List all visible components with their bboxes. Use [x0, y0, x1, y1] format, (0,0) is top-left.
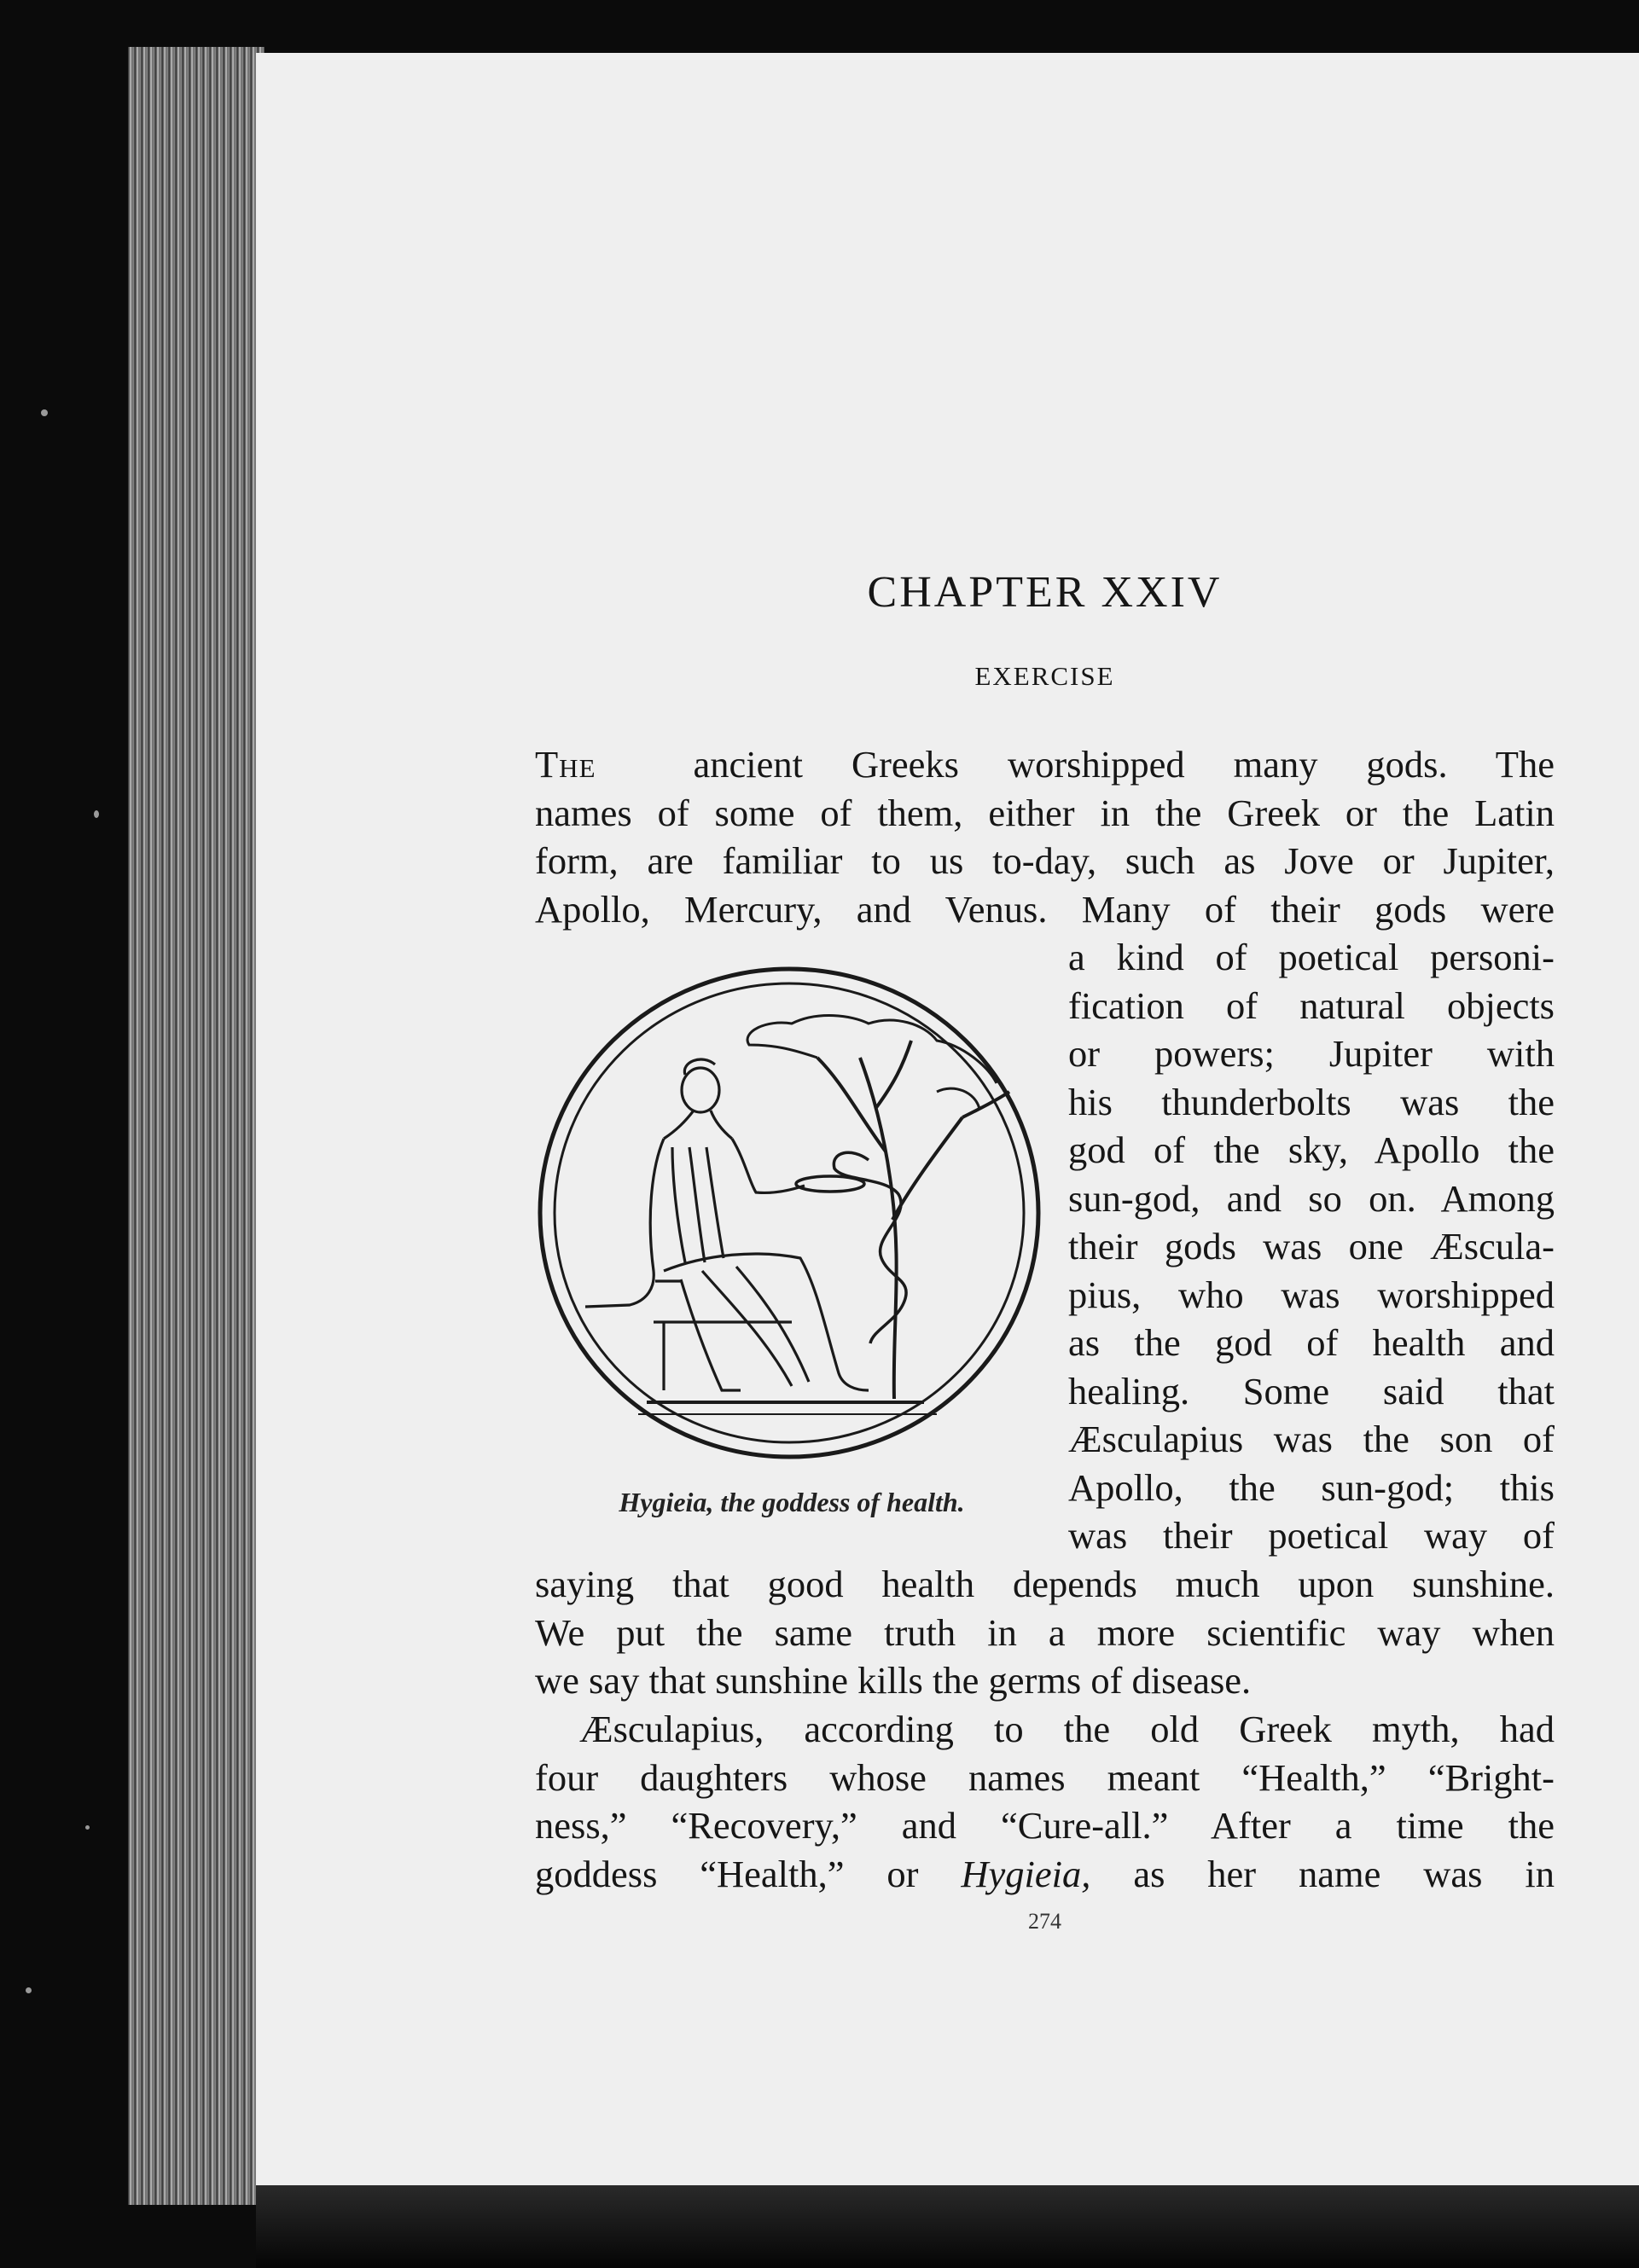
text-line: healing. Some said that [1068, 1369, 1555, 1412]
text-line [535, 1850, 1555, 1899]
text-segment: as her name was in [1133, 1852, 1555, 1895]
hygieia-medallion-illustration [536, 964, 1046, 1476]
italic-name: Hygieia, [961, 1852, 1091, 1895]
paragraph-1-end [535, 1560, 1555, 1705]
text-line: Æsculapius was the son of [1068, 1418, 1555, 1460]
text-line: names of some of them, either in the Greek or the Latin [535, 791, 1555, 834]
paragraph-1-narrow [1068, 933, 1555, 1560]
text-line: Æsculapius, according to the old Greek myth, had [579, 1708, 1555, 1750]
text-line: pius, who was worshipped [1068, 1273, 1555, 1316]
drop-word: The [535, 743, 596, 786]
text-line: their gods was one Æscula- [1068, 1225, 1555, 1267]
text-line: as the god of health and [1068, 1321, 1555, 1364]
text-line: Apollo, the sun-god; this [1068, 1465, 1555, 1509]
tree [747, 1016, 1009, 1399]
medallion-inner-ring [555, 983, 1024, 1442]
text-line: was their poetical way of [1068, 1514, 1555, 1557]
page-number: 274 [1028, 1909, 1061, 1934]
chapter-title: CHAPTER XXIV [867, 568, 1223, 617]
page-bottom-shadow [256, 2185, 1639, 2268]
text-line: We put the same truth in a more scientific way when [535, 1610, 1555, 1654]
text-line: his thunderbolts was the [1068, 1080, 1555, 1123]
scan-specks [0, 0, 128, 2268]
book-page-edges [128, 47, 264, 2205]
text-line: form, are familiar to us to-day, such as Jove or Jupiter, [535, 839, 1555, 882]
text-line [535, 740, 1555, 789]
paragraph-2 [535, 1705, 1555, 1898]
seated-goddess-figure [585, 1059, 869, 1390]
paragraph-1-top [535, 740, 1555, 933]
figure-caption: Hygieia, the goddess of health. [619, 1487, 965, 1517]
text-line: four daughters whose names meant “Health,” “Bright- [535, 1755, 1555, 1799]
section-title: EXERCISE [974, 661, 1115, 691]
text-line: we say that sunshine kills the germs of disease. [535, 1659, 1252, 1702]
medallion-engraving [536, 964, 1046, 1476]
text-segment: goddess “Health,” or [535, 1852, 919, 1895]
text-line: ness,” “Recovery,” and “Cure-all.” After a time the [535, 1804, 1555, 1847]
text-line: Apollo, Mercury, and Venus. Many of their gods were [535, 887, 1555, 931]
patera-dish [796, 1176, 864, 1192]
text-line: sun-god, and so on. Among [1068, 1176, 1555, 1220]
text-line: a kind of poetical personi- [1068, 936, 1555, 978]
text-line: saying that good health depends much upon sunshine. [535, 1563, 1555, 1605]
text-line: fication of natural objects [1068, 983, 1555, 1027]
text-line: or powers; Jupiter with [1068, 1032, 1555, 1075]
text-line: god of the sky, Apollo the [1068, 1128, 1555, 1171]
text-line-rest: ancient Greeks worshipped many gods. The [693, 743, 1555, 786]
